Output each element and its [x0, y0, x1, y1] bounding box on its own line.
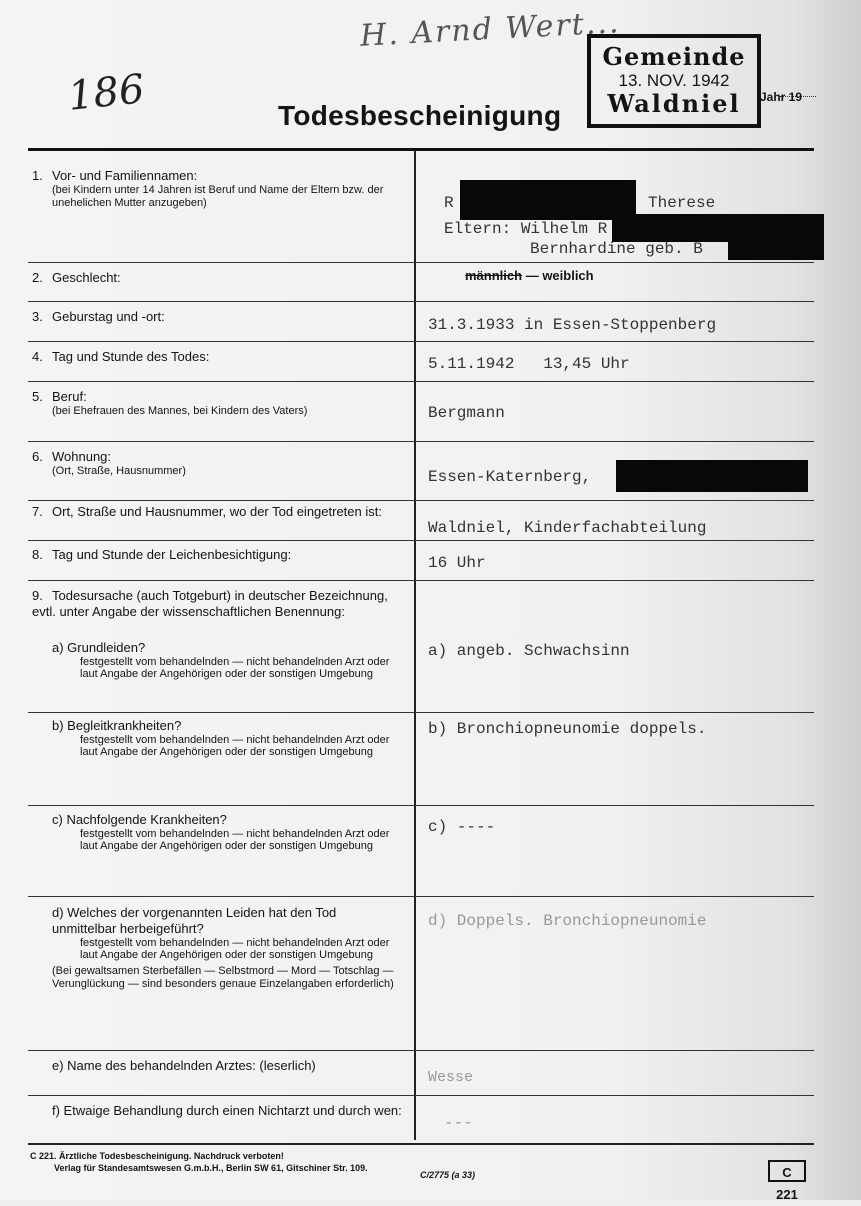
- field-label: Geburstag und -ort:: [52, 309, 165, 324]
- sex-selected: weiblich: [542, 268, 594, 283]
- field-number: 5.: [32, 389, 43, 404]
- row-divider: [28, 580, 814, 581]
- sex-separator: —: [522, 268, 543, 283]
- value-first-name: Therese: [648, 194, 716, 212]
- row-divider: [28, 381, 814, 382]
- field-9f-nichtarzt: [32, 1103, 402, 1119]
- bottom-divider: [28, 1143, 814, 1145]
- field-4-death: [32, 349, 402, 365]
- field-7-death-place: [32, 504, 402, 520]
- field-number: 6.: [32, 449, 43, 464]
- stamp-line-waldniel: Waldniel: [607, 89, 741, 118]
- handwritten-number: 186: [65, 66, 147, 120]
- column-divider: [414, 150, 416, 1140]
- stamp-line-gemeinde: Gemeinde: [602, 42, 746, 71]
- field-9c-nachfolgend: [32, 812, 402, 852]
- handwritten-top-note: H. Arnd Wert...: [359, 5, 622, 54]
- row-divider: [28, 341, 814, 342]
- value-doctor: Wesse: [428, 1069, 474, 1086]
- header-divider: [28, 148, 814, 151]
- value-wohnung: Essen-Katernberg,: [428, 468, 592, 486]
- field-number: 4.: [32, 349, 43, 364]
- sub-label: f) Etwaige Behandlung durch einen Nichtarzt und durch wen:: [52, 1103, 402, 1118]
- stamp-date: 13. NOV. 1942: [618, 71, 730, 90]
- jahr-dotted-line: [780, 96, 816, 97]
- field-9-cause: [32, 588, 402, 620]
- field-label: Beruf:: [52, 389, 87, 404]
- row-divider: [28, 1050, 814, 1051]
- row-divider: [28, 805, 814, 806]
- page-title: Todesbescheinigung: [278, 100, 562, 131]
- field-number: 2.: [32, 270, 43, 285]
- value-sex: [465, 268, 594, 283]
- footer-line1: C 221. Ärztliche Todesbescheinigung. Nachdruck verboten!: [30, 1151, 284, 1161]
- field-label: Ort, Straße und Hausnummer, wo der Tod eingetreten ist:: [52, 504, 382, 519]
- footer-line2: Verlag für Standesamtswesen G.m.b.H., Berlin SW 61, Gitschiner Str. 109.: [54, 1163, 368, 1173]
- sub-label: a) Grundleiden?: [52, 640, 146, 655]
- value-cause-d: d) Doppels. Bronchiopneunomie: [428, 912, 707, 930]
- value-nonphysician: ---: [444, 1114, 473, 1132]
- value-cause-a: a) angeb. Schwachsinn: [428, 642, 630, 660]
- value-name-initial: R: [444, 194, 454, 212]
- value-beruf: Bergmann: [428, 404, 505, 422]
- field-9d-unmittelbar: [32, 905, 402, 991]
- field-6-wohnung: [32, 449, 402, 478]
- field-number: 3.: [32, 309, 43, 324]
- field-5-beruf: [32, 389, 402, 418]
- form-number-box: C 221: [768, 1160, 806, 1182]
- value-parents-line2: Bernhardine geb. B: [530, 240, 703, 258]
- row-divider: [28, 1095, 814, 1096]
- field-3-birth: [32, 309, 402, 325]
- field-label: Todesursache (auch Totgeburt) in deutscher Bezeichnung, evtl. unter Angabe der wissenschaftlichen Benennung:: [32, 588, 388, 619]
- value-cause-b: b) Bronchiopneunomie doppels.: [428, 720, 707, 738]
- field-1-name: [32, 168, 402, 210]
- field-label: Tag und Stunde der Leichenbesichtigung:: [52, 547, 292, 562]
- sub-note: festgestellt vom behandelnden — nicht behandelnden Arzt oder laut Angabe der Angehörigen oder der sonstigen Umgebung: [80, 734, 390, 758]
- sub-note: festgestellt vom behandelnden — nicht behandelnden Arzt oder laut Angabe der Angehörigen oder der sonstigen Umgebung: [80, 937, 390, 961]
- field-note: (bei Kindern unter 14 Jahren ist Beruf und Name der Eltern bzw. der unehelichen Mutter anzugeben): [52, 184, 384, 209]
- field-number: 9.: [32, 588, 43, 603]
- footer-publisher: [30, 1150, 368, 1174]
- value-death-place: Waldniel, Kinderfachabteilung: [428, 519, 707, 537]
- sub-label: c) Nachfolgende Krankheiten?: [52, 812, 227, 827]
- field-number: 1.: [32, 168, 43, 183]
- footer-code: C/2775 (a 33): [420, 1170, 476, 1180]
- row-divider: [28, 540, 814, 541]
- row-divider: [28, 262, 814, 263]
- sub-label: b) Begleitkrankheiten?: [52, 718, 182, 733]
- field-label: Vor- und Familiennamen:: [52, 168, 198, 183]
- row-divider: [28, 896, 814, 897]
- value-inspection-time: 16 Uhr: [428, 554, 486, 572]
- value-cause-c: c) ----: [428, 818, 496, 836]
- redaction-bar: [460, 180, 636, 220]
- row-divider: [28, 301, 814, 302]
- sub-note: festgestellt vom behandelnden — nicht behandelnden Arzt oder laut Angabe der Angehörigen oder der sonstigen Umgebung: [80, 828, 390, 852]
- field-number: 7.: [32, 504, 43, 519]
- row-divider: [28, 500, 814, 501]
- field-note: (Ort, Straße, Hausnummer): [52, 465, 186, 477]
- redaction-bar: [728, 226, 824, 260]
- field-8-inspection: [32, 547, 402, 563]
- value-birth: 31.3.1933 in Essen-Stoppenberg: [428, 316, 717, 334]
- value-parents-line1: Eltern: Wilhelm R: [444, 220, 608, 238]
- field-9b-begleit: [32, 718, 402, 758]
- sex-struck-out: männlich: [465, 268, 523, 283]
- jahr-label: Jahr 19: [760, 90, 803, 104]
- value-death-time: 5.11.1942 13,45 Uhr: [428, 355, 630, 373]
- field-9a-grundleiden: [32, 640, 402, 680]
- sub-label: e) Name des behandelnden Arztes: (leserlich): [52, 1058, 316, 1073]
- field-note: (bei Ehefrauen des Mannes, bei Kindern des Vaters): [52, 405, 308, 417]
- municipality-stamp: [587, 34, 761, 128]
- row-divider: [28, 441, 814, 442]
- sub-note-violent: (Bei gewaltsamen Sterbefällen — Selbstmord — Mord — Totschlag — Verunglückung — sind besonders genaue Einzelangaben erforderlich): [52, 965, 394, 990]
- field-label: Geschlecht:: [52, 270, 121, 285]
- redaction-bar: [616, 460, 808, 492]
- field-9e-arzt: [32, 1058, 402, 1074]
- field-number: 8.: [32, 547, 43, 562]
- field-2-sex: [32, 270, 402, 286]
- field-label: Tag und Stunde des Todes:: [52, 349, 210, 364]
- sub-label: d) Welches der vorgenannten Leiden hat den Tod unmittelbar herbeigeführt?: [52, 905, 337, 936]
- sub-note: festgestellt vom behandelnden — nicht behandelnden Arzt oder laut Angabe der Angehörigen oder der sonstigen Umgebung: [80, 656, 390, 680]
- field-label: Wohnung:: [52, 449, 112, 464]
- row-divider: [28, 712, 814, 713]
